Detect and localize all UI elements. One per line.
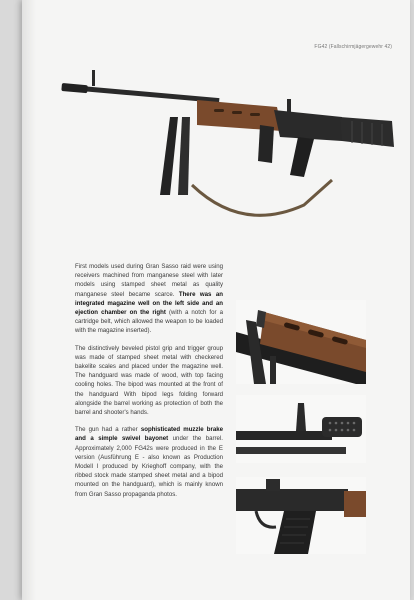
handguard-photo (236, 300, 366, 384)
paragraph-1: First models used during Gran Sasso raid were using receivers machined from manganese steel with later models using stamped sheet metal as quality manganese steel became scarce. There was an integrated magazine well on the left side and an ejection chamber on the right (with a notch for a cartridge belt, which allowed the weapon to be loaded with the magazine inserted). (75, 263, 223, 335)
running-header: FG42 (Fallschirmjägergewehr 42) (314, 44, 392, 50)
rear-sight (287, 99, 291, 113)
pistol-grip-photo (236, 477, 366, 554)
sling (192, 180, 332, 215)
pistol-grip (290, 137, 314, 177)
front-sight (92, 70, 95, 86)
muzzle-brake-photo (236, 395, 366, 463)
barrel (70, 85, 220, 103)
muzzle-brake (61, 83, 88, 93)
book-page (22, 0, 410, 600)
body-text (75, 262, 223, 507)
paragraph-3: The gun had a rather sophisticated muzzle brake and a simple swivel bayonet under the barrel. Approximately 2,000 FG42s were produced in the E version (Ausführung E - also known as Production Modell I produced by Krieghoff company, with the ribbed stock made stamped sheet metal and a bipod mounted on the handguard), which is mainly known from Gran Sasso propaganda photos. (75, 426, 223, 498)
bipod-leg-left (160, 117, 178, 195)
bipod-leg-right (178, 117, 190, 195)
paragraph-2: The distinctively beveled pistol grip and trigger group was made of stamped sheet metal with checkered bakelite scales and placed under the magazine well. The handguard was made of wood, with top facing cooling holes. The bipod was mounted at the front of the handguard With bipod legs folding forward alongside the barrel working as protection of both the barrel and shooter's hands. (75, 344, 223, 417)
rifle-photo (42, 55, 402, 230)
stock (340, 117, 394, 147)
rifle-illustration (42, 55, 402, 230)
receiver (274, 110, 342, 141)
magazine (258, 125, 274, 163)
